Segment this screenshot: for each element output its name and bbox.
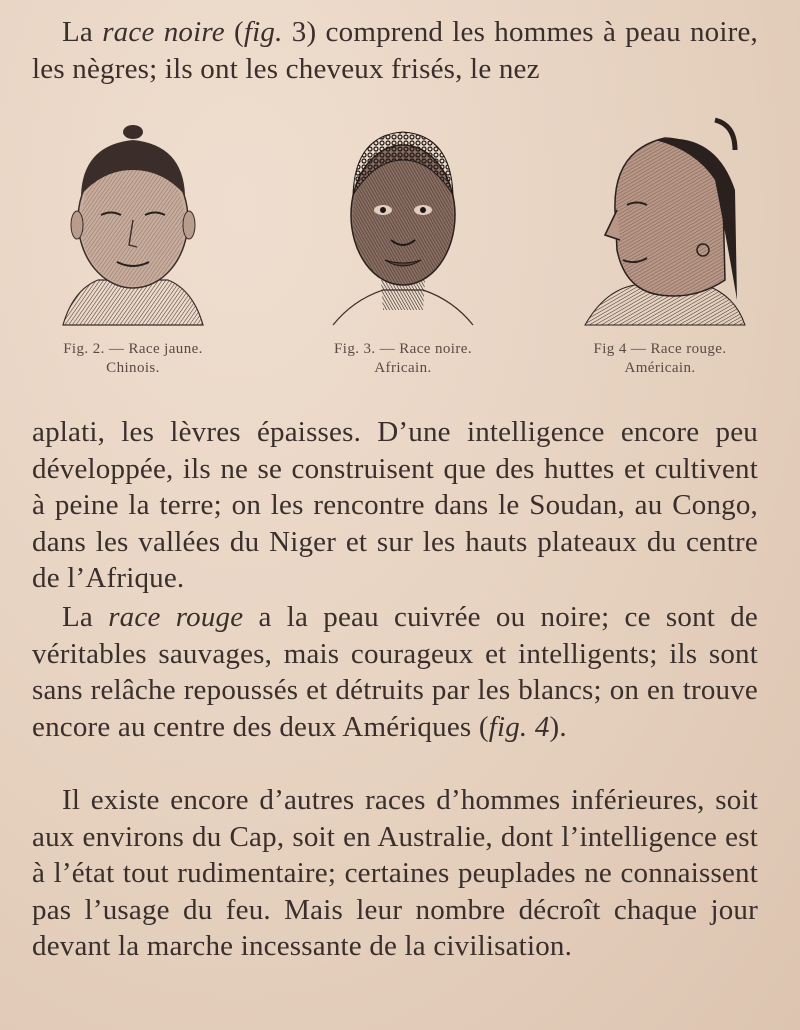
figures-row (0, 110, 800, 400)
caption-label: Fig. 3. — Race noire. (334, 341, 472, 357)
italic-segment: race rouge (108, 601, 244, 633)
italic-segment: fig. (243, 16, 283, 48)
portrait-chinois-icon (43, 110, 223, 330)
text-segment: La (62, 16, 103, 48)
caption-sub: Chinois. (106, 360, 160, 376)
caption-sub: Américain. (624, 360, 696, 376)
text-segment: ( (224, 16, 244, 48)
text-segment: La (62, 601, 109, 633)
text-segment: 3) comprend les hommes à peau noire, les nègres; ils ont les cheveux frisés, le nez (32, 16, 759, 85)
text-segment: ). (549, 710, 567, 743)
figure-caption (28, 340, 238, 378)
portrait-americain-icon (565, 110, 755, 330)
figure-3 (298, 110, 508, 378)
portrait-africain-icon (313, 110, 493, 330)
paragraph-autres-races: Il existe encore d’autres races d’hommes inférieures, soit aux environs du Cap, soit en Australie, dont l’intelligence est à l’état tout rudimentaire; certaines peuplades ne connaissent pas l’usage du feu. Mais leur nombre décroît chaque jour devant la marche incessante de la civilisation. (32, 784, 758, 963)
figure-caption (550, 340, 770, 378)
italic-segment: fig. 4 (488, 710, 550, 743)
paragraph-race-noire-suite: aplati, les lèvres épaisses. D’une intelligence encore peu développée, ils ne se construisent que des huttes et cultivent à peine la terre; on les rencontre dans le Soudan, au Congo, dans les vallées du Niger et sur les hauts plateaux du centre de l’Afrique. (32, 416, 758, 595)
caption-sub: Africain. (374, 360, 432, 376)
caption-label: Fig. 2. — Race jaune. (63, 341, 203, 357)
text-segment: a la peau cuivrée ou noire; ce sont de véritables sauvages, mais courageux et intelligents; ils sont sans relâche repoussés et détruits par les blancs; on en trouve encore au centre des deux Amériques ( (32, 601, 758, 743)
figure-caption (298, 340, 508, 378)
figure-2 (28, 110, 238, 378)
paragraph-race-rouge (32, 599, 758, 745)
caption-label: Fig 4 — Race rouge. (593, 341, 727, 357)
figure-4 (550, 110, 770, 378)
italic-segment: race noire (102, 16, 225, 48)
paragraph-race-noire (32, 14, 758, 87)
